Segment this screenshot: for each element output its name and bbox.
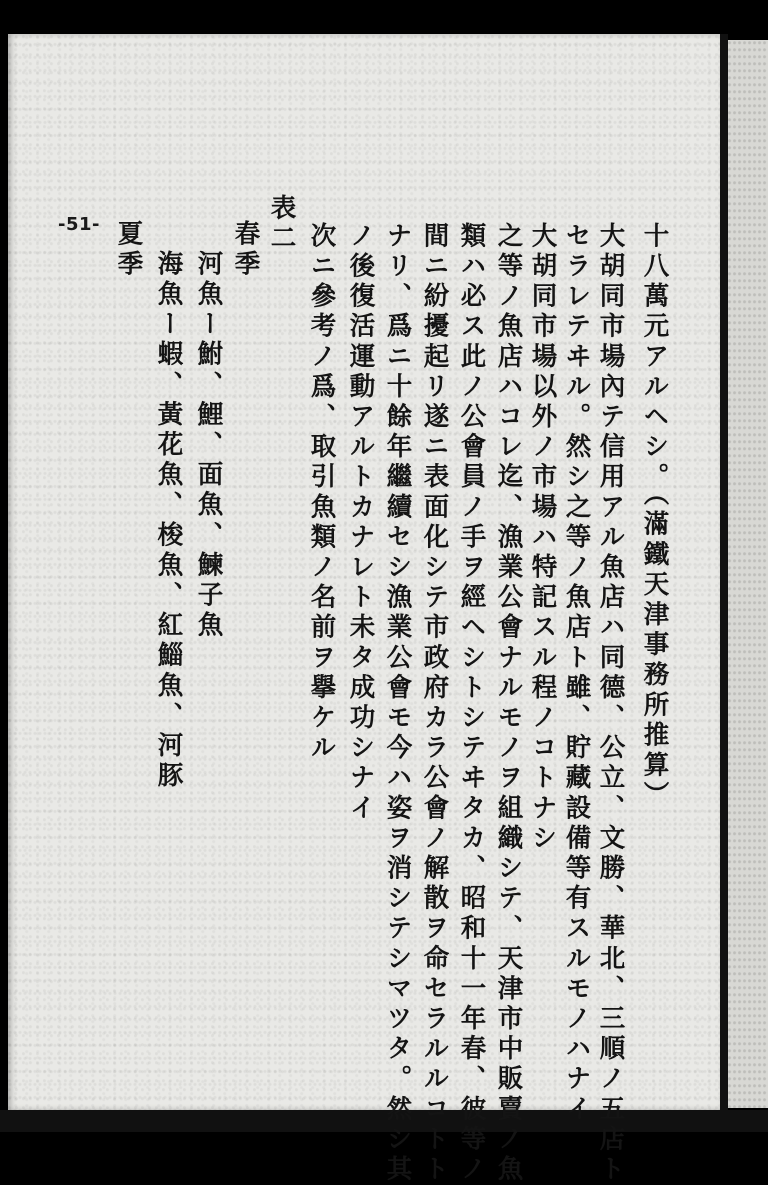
text-column-7: 間ニ紛擾起リ遂ニ表面化シテ市政府カラ公會ノ解散ヲ命セラルルコトト: [419, 222, 450, 1185]
text-column-3: セラレテヰル。然シ之等ノ魚店ト雖、貯藏設備等有スルモノハナイ: [561, 222, 592, 1125]
table-heading: 表二: [266, 194, 297, 255]
text-column-10: 次ニ參考ノ爲、取引魚類ノ名前ヲ擧ケル: [306, 222, 337, 764]
spring-river-fish: 河魚ー鮒、鯉、面魚、鰊子魚: [193, 250, 224, 642]
text-column-1: 十八萬元アルヘシ。（滿鐵天津事務所推算）: [639, 222, 670, 812]
text-column-6: 類ハ必ス此ノ公會員ノ手ヲ經ヘシトシテヰタカ、昭和十一年春、彼等ノ: [456, 222, 487, 1185]
adjacent-page-edge: [728, 40, 768, 1108]
season-summer-heading: 夏季: [113, 220, 144, 281]
text-column-2: 大胡同市場內テ信用アル魚店ハ同德、公立、文勝、華北、三順ノ五店ト: [595, 222, 626, 1185]
text-column-9: ノ後復活運動アルトカナレト未タ成功シナイ: [345, 222, 376, 824]
spring-sea-fish: 海魚ー蝦、黃花魚、梭魚、紅鯔魚、河豚: [153, 250, 184, 792]
page-number: -51-: [58, 214, 100, 235]
text-column-5: 之等ノ魚店ハコレ迄、漁業公會ナルモノヲ組織シテ、天津市中販賣ノ魚: [493, 222, 524, 1185]
scan-top-border: [0, 0, 768, 34]
season-spring-heading: 春季: [230, 220, 261, 281]
page-gutter: [720, 34, 728, 1110]
text-column-8: ナリ、爲ニ十餘年繼續セシ漁業公會モ今ハ姿ヲ消シテシマツタ。然シ其: [382, 222, 413, 1185]
text-column-4: 大胡同市場以外ノ市場ハ特記スル程ノコトナシ: [527, 222, 558, 855]
